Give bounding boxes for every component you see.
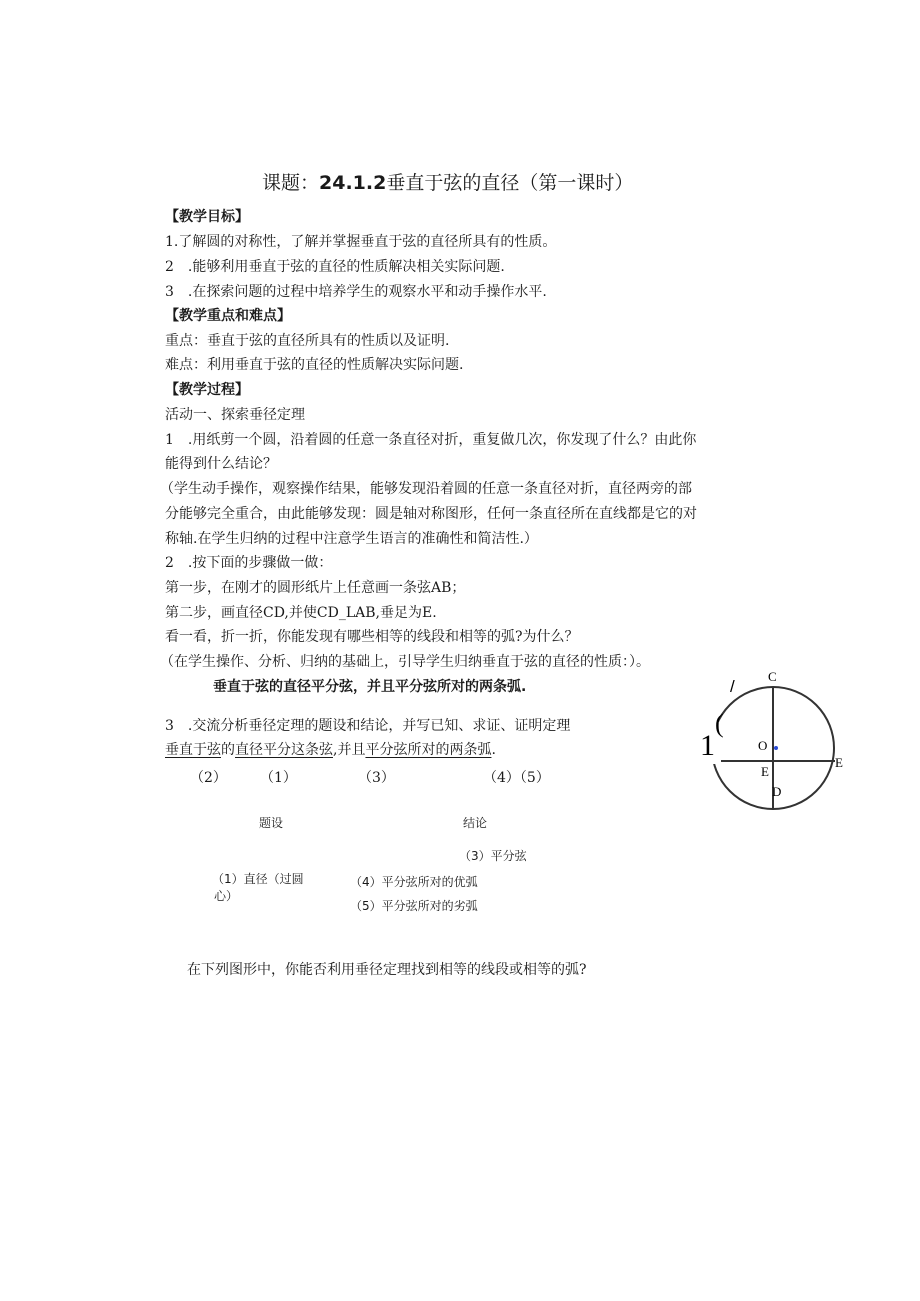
underline-segment-2: 的 [221,742,235,758]
first-step: 第一步，在刚才的圆形纸片上任意画一条弦AB； [165,580,466,596]
underline-segment-3: 直径平分这条弦 [235,742,333,758]
theorem-text: 垂直于弦的直径平分弦，并且平分弦所对的两条弧. [213,679,527,695]
underline-segment-5: 平分弦所对的两条弧 [365,742,492,758]
step2-text: 2 .按下面的步骤做一做： [165,555,333,571]
stray-slash: / [730,677,735,696]
underline-segment-6: . [491,742,496,758]
number-label-3: （3） [358,770,395,786]
title-text: 垂直于弦的直径（第一课时） [386,172,634,194]
difficulty-text: 难点：利用垂直于弦的直径的性质解决实际问题. [165,357,464,373]
page-title [262,171,633,195]
underline-segment-1: 垂直于弦 [165,742,221,758]
step3-text: 3 .交流分析垂径定理的题设和结论，并写已知、求证、证明定理 [165,718,571,734]
keypoints-heading: 【教学重点和难点】 [165,308,291,324]
conclusion-4: （4）平分弦所对的优弧 [350,875,478,889]
label-e: E [761,764,769,779]
objective-item-3: 3 .在探索问题的过程中培养学生的观察水平和动手操作水平. [165,284,547,300]
second-step: 第二步，画直径CD,并使CD_LAB,垂足为E. [165,605,437,621]
label-b: E [835,755,843,770]
title-number: 24.1.2 [319,172,387,194]
number-label-2: （2） [190,770,227,786]
focus-text: 重点：垂直于弦的直径所具有的性质以及证明. [165,333,450,349]
guide-text: （在学生操作、分析、归纳的基础上，引导学生归纳垂直于弦的直径的性质：）。 [160,654,650,670]
circle-figure [695,660,855,810]
conclusion-5: （5）平分弦所对的劣弧 [350,899,478,913]
center-point [774,746,778,750]
process-heading: 【教学过程】 [165,382,249,398]
premise-label: 题设 [259,816,284,830]
number-label-1: （1） [260,770,297,786]
number-label-4-5: （4）（5） [483,770,550,786]
stray-one: 1 [700,729,715,762]
conclusion-label: 结论 [463,816,488,830]
premise-1-line2: 心） [214,889,239,903]
label-c: C [768,669,777,684]
conclusion-3: （3）平分弦 [459,849,527,863]
activity-title: 活动一、探索垂径定理 [165,407,305,423]
step1-line2: 能得到什么结论？ [165,456,277,472]
objective-item-2: 2 .能够利用垂直于弦的直径的性质解决相关实际问题. [165,259,505,275]
objective-item-1: 1.了解圆的对称性，了解并掌握垂直于弦的直径所具有的性质。 [165,234,557,250]
note-line1: （学生动手操作，观察操作结果，能够发现沿着圆的任意一条直径对折，直径两旁的部 [160,481,692,497]
look-question: 看一看，折一折，你能发现有哪些相等的线段和相等的弧?为什么？ [165,629,579,645]
note-line2: 分能够完全重合，由此能够发现：圆是轴对称图形，任何一条直径所在直线都是它的对 [165,506,697,522]
label-o: O [758,738,768,753]
premise-1-line1: （1）直径（过圆 [212,872,304,886]
title-prefix: 课题： [262,172,320,194]
objectives-heading: 【教学目标】 [165,209,249,225]
step1-line1: 1 .用纸剪一个圆，沿着圆的任意一条直径对折，重复做几次，你发现了什么？由此你 [165,432,697,448]
underline-segment-4: ,并且 [333,742,366,758]
stray-paren: ( [715,709,724,738]
note-line3: 称轴.在学生归纳的过程中注意学生语言的准确性和简洁性.） [165,531,538,547]
final-question: 在下列图形中，你能否利用垂径定理找到相等的线段或相等的弧? [187,962,587,978]
label-d: D [772,784,782,799]
theorem-underlined [165,741,496,759]
